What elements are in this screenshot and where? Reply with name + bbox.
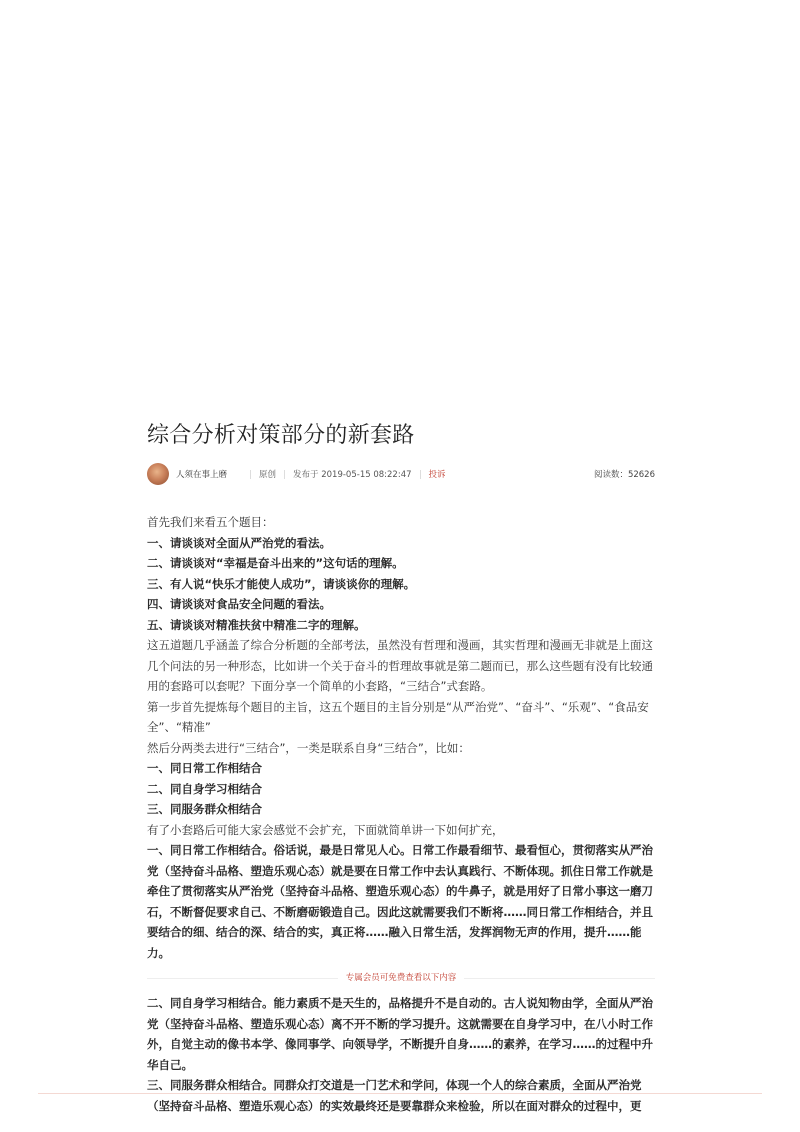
avatar[interactable] (147, 463, 169, 485)
paragraph: 二、同自身学习相结合。能力素质不是天生的，品格提升不是自动的。古人说知物由学，全面从严治党（坚持奋斗品格、塑造乐观心态）离不开不断的学习提升。这就需要在自身学习中，在八小时工作外，自觉主动的像书本学、像同事学、向领导学，不断提升自身……的素养，在学习……的过程中升华自己。 (147, 996, 653, 1072)
original-tag: 原创 (259, 470, 277, 480)
bottom-rule (38, 1093, 762, 1094)
paragraph: 一、同日常工作相结合。俗话说，最是日常见人心。日常工作最看细节、最看恒心，贯彻落实从严治党（坚持奋斗品格、塑造乐观心态）就是要在日常工作中去认真践行、不断体现。抓住日常工作就是牵住了贯彻落实从严治党（坚持奋斗品格、塑造乐观心态）的牛鼻子，就是用好了日常小事这一磨刀石，不断督促要求自己、不断磨砺锻造自己。因此这就需要我们不断将……同日常工作相结合，并且要结合的细、结合的深、结合的实，真正将……融入日常生活，发挥润物无声的作用，提升……能力。 (147, 843, 653, 960)
article (147, 420, 655, 1116)
report-link[interactable]: 投诉 (428, 470, 446, 480)
paragraph: 三、同服务群众相结合。同群众打交道是一门艺术和学问，体现一个人的综合素质，全面从严治党（坚持奋斗品格、塑造乐观心态）的实效最终还是要靠群众来检验，所以在面对群众的过程中，更 (147, 1078, 642, 1113)
paragraph: 一、同日常工作相结合 (147, 761, 262, 775)
read-count: 阅读数：52626 (593, 470, 655, 480)
paragraph: 第一步首先提炼每个题目的主旨，这五个题目的主旨分别是“从严治党”、“奋斗”、“乐观”、“食品安全”、“精准” (147, 699, 649, 734)
article-title: 综合分析对策部分的新套路 (147, 423, 415, 448)
member-divider (147, 965, 655, 991)
paragraph: 然后分两类去进行“三结合”，一类是联系自身“三结合”，比如： (147, 740, 470, 755)
member-only-notice[interactable]: 专属会员可免费查看以下内容 (338, 968, 465, 989)
paragraph: 二、同自身学习相结合 (147, 781, 262, 796)
paragraph: 这五道题几乎涵盖了综合分析题的全部考法，虽然没有哲理和漫画，其实哲理和漫画无非就是上面这几个问法的另一种形态，比如讲一个关于奋斗的哲理故事就是第二题而已，那么这些题有没有比较通用的套路可以套呢？下面分享一个简单的小套路，“三结合”式套路。 (147, 638, 653, 693)
author-name[interactable]: 人须在事上磨 (176, 470, 228, 480)
paragraph: 三、有人说“快乐才能使人成功”，请谈谈你的理解。 (147, 576, 416, 591)
meta-divider (250, 470, 251, 479)
paragraph: 五、请谈谈对精准扶贫中精准二字的理解。 (147, 617, 366, 632)
article-body (147, 512, 655, 1116)
article-meta (147, 462, 655, 486)
paragraph: 四、请谈谈对食品安全问题的看法。 (147, 597, 331, 611)
publish-time: 发布于 2019-05-15 08:22:47 (293, 470, 412, 480)
paragraph: 二、请谈谈对“幸福是奋斗出来的”这句话的理解。 (147, 556, 404, 570)
meta-divider (284, 470, 285, 479)
paragraph: 首先我们来看五个题目： (147, 515, 274, 529)
paragraph: 三、同服务群众相结合 (147, 802, 262, 816)
paragraph: 有了小套路后可能大家会感觉不会扩充，下面就简单讲一下如何扩充， (147, 822, 504, 837)
meta-divider (420, 470, 421, 479)
paragraph: 一、请谈谈对全面从严治党的看法。 (147, 535, 331, 550)
